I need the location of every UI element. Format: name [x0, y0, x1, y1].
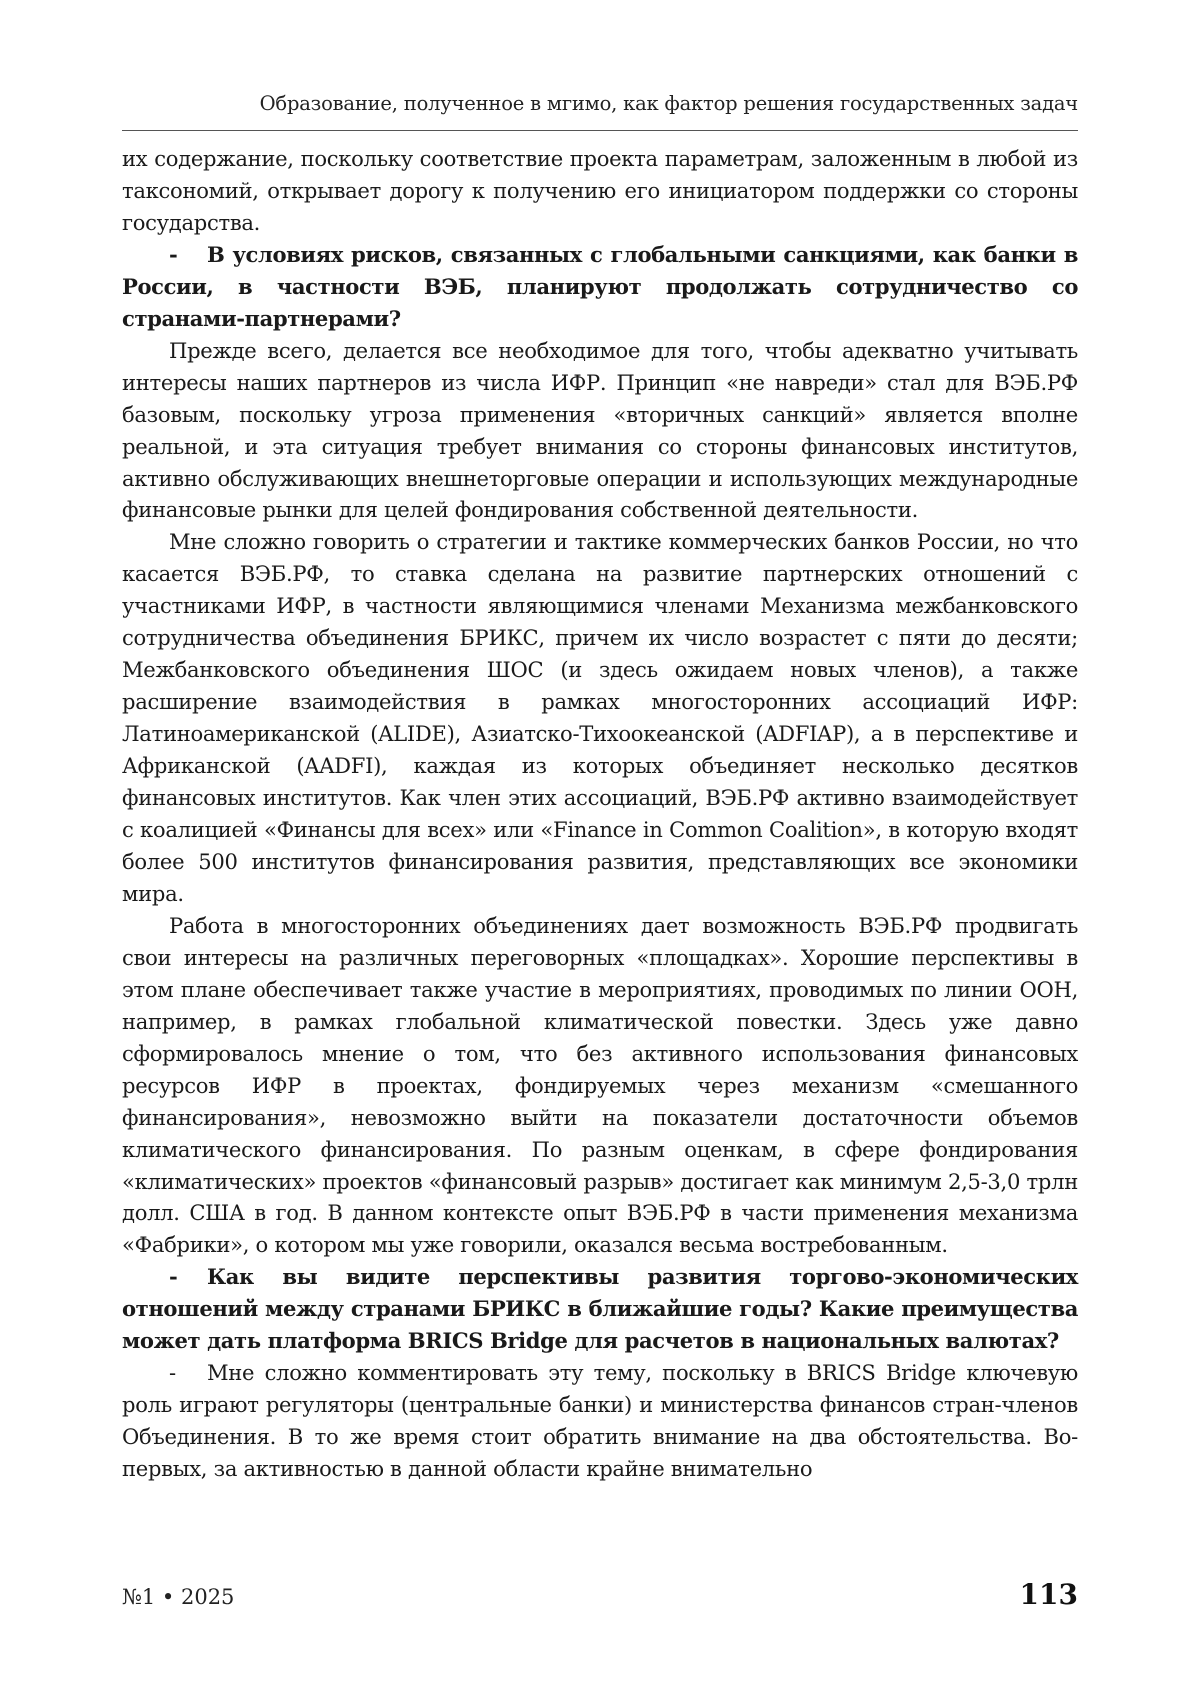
answer-dash: -: [169, 1360, 176, 1386]
article-body: [122, 143, 1078, 1485]
answer-paragraph: [122, 1357, 1078, 1485]
question-text: Как вы видите перспективы развития торгово-экономических отношений между странами БРИКС в ближайшие годы? Какие преимущества может дать платформа BRICS Bridge для расчетов в национальных валютах?: [122, 1264, 1078, 1354]
running-header: Образование, полученное в мгимо, как фактор решения государственных задач: [259, 92, 1078, 115]
header-divider: [122, 130, 1078, 131]
answer-text: Мне сложно комментировать эту тему, поскольку в BRICS Bridge ключевую роль играют регуляторы (центральные банки) и министерства финансов стран-членов Объединения. В то же время стоит обратить внимание на два обстоятельства. Во-первых, за активностью в данной области крайне внимательно: [122, 1360, 1078, 1482]
interview-question-2: [122, 1261, 1078, 1357]
question-dash: -: [169, 241, 178, 267]
paragraph: Мне сложно говорить о стратегии и тактике коммерческих банков России, но что касается ВЭБ.РФ, то ставка сделана на развитие партнерских отношений с участниками ИФР, в частности являющимися членами Механизма межбанковского сотрудничества объединения БРИКС, причем их число возрастет с пяти до десяти; Межбанковского объединения ШОС (и здесь ожидаем новых членов), а также расширение взаимодействия в рамках многосторонних ассоциаций ИФР: Латиноамериканской (ALIDE), Азиатско-Тихоокеанской (ADFIAP), а в перспективе и Африканской (AADFI), каждая из которых объединяет несколько десятков финансовых институтов. Как член этих ассоциаций, ВЭБ.РФ активно взаимодействует с коалицией «Финансы для всех» или «Finance in Common Coalition», в которую входят более 500 институтов финансирования развития, представляющих все экономики мира.: [122, 529, 1078, 906]
page-number: 113: [1019, 1578, 1078, 1611]
paragraph: Прежде всего, делается все необходимое для того, чтобы адекватно учитывать интересы наших партнеров из числа ИФР. Принцип «не навреди» стал для ВЭБ.РФ базовым, поскольку угроза применения «вторичных санкций» является вполне реальной, и эта ситуация требует внимания со стороны финансовых институтов, активно обслуживающих внешнеторговые операции и использующих международные финансовые рынки для целей фондирования собственной деятельности.: [122, 337, 1078, 523]
question-dash: -: [169, 1264, 178, 1290]
interview-question-1: [122, 239, 1078, 335]
paragraph-continued: их содержание, поскольку соответствие проекта параметрам, заложенным в любой из таксономий, открывает дорогу к получению его инициатором поддержки со стороны государства.: [122, 146, 1078, 235]
paragraph: Работа в многосторонних объединениях дает возможность ВЭБ.РФ продвигать свои интересы на различных переговорных «площадках». Хорошие перспективы в этом плане обеспечивает также участие в мероприятиях, проводимых по линии ООН, например, в рамках глобальной климатической повестки. Здесь уже давно сформировалось мнение о том, что без активного использования финансовых ресурсов ИФР в проектах, фондируемых через механизм «смешанного финансирования», невозможно выйти на показатели достаточности объемов климатического финансирования. По разным оценкам, в сфере фондирования «климатических» проектов «финансовый разрыв» достигает как минимум 2,5-3,0 трлн долл. США в год. В данном контексте опыт ВЭБ.РФ в части применения механизма «Фабрики», о котором мы уже говорили, оказался весьма востребованным.: [122, 912, 1078, 1258]
question-text: В условиях рисков, связанных с глобальными санкциями, как банки в России, в частности ВЭБ, планируют продолжать сотрудничество со странами-партнерами?: [122, 241, 1078, 331]
issue-number: №1 • 2025: [122, 1585, 235, 1609]
